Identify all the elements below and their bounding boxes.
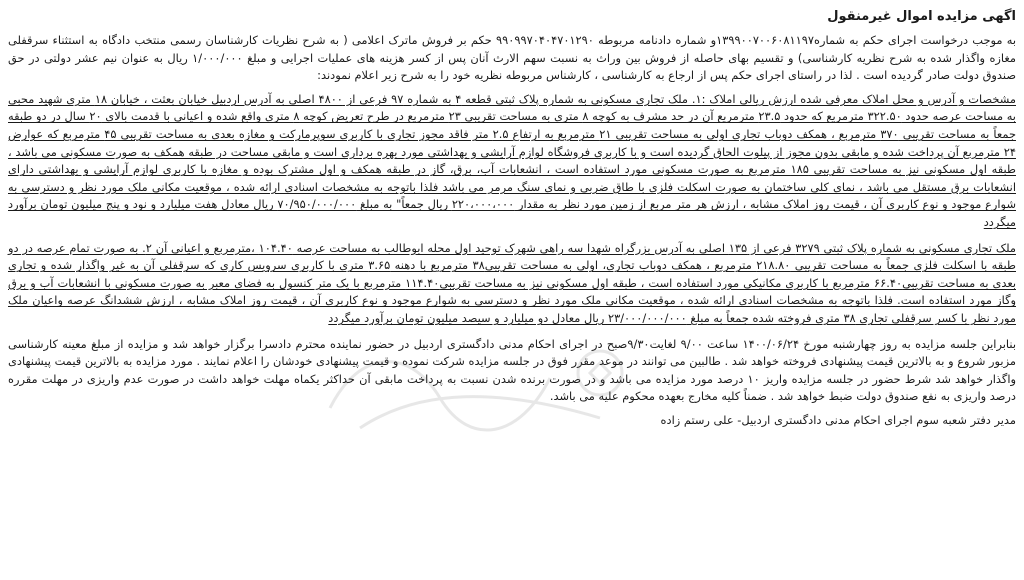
notice-title: اگهی مزایده اموال غیرمنقول <box>827 9 1016 24</box>
property-2-paragraph: ملک تجاری مسکونی به شماره پلاک ثبتی ۳۲۷۹ فرعی از ۱۳۵ اصلی به آدرس بزرگراه شهدا سه راهی شهرک توحید اول محله ابوطالب به مساحت عرصه ۱۰۴.۴۰ ،مترمربع و اعیانی آن ۲. به صورت تمام عرصه در دو طبقه با اسکلت فلزی جمعاً به مساحت تقریبی ۲۱۸.۸۰ مترمربع ، همکف دوباب تجاری، اولی به مساحت تقریبی۳۸ مترمربع با دهنه ۳.۶۵ متری با کاربری سرویس کاری که سرقفلی آن به غیر واگذار شده و تجاری بعدی به مساحت تقریبی۶۶.۴۰ مترمربع با کاربری مکانیکی مورد استفاده است ، طبقه اول مسکونی نیز به مساحت تقریبی۱۱۴.۴۰ مترمربع با یک متر کنسول به فضای معبر به صورت مسکونی با انشعابات آب و برق وگاز مورد استفاده است. فلذا باتوجه به مشخصات اسنادی ارائه شده ، موقعیت مکانی ملک مورد نظر و دسترسی به شوارع موجود و نوع کاربری آن ، قیمت روز املاک مشابه ، ارزش ششدانگ عرصه واعیان ملک مورد نظر با کسر سرقفلی تجاری ۳۸ متری فروخته شده جمعاً به مبلغ ۲۳/۰۰۰/۰۰۰/۰۰۰ ریال معادل دو میلیارد و سیصد میلیون تومان برآورد میگردد <box>8 240 1016 325</box>
auction-terms-paragraph: بنابراین جلسه مزایده به روز چهارشنبه مورخ ۱۴۰۰/۰۶/۲۴ ساعت ۹/۰۰ لغایت۹/۳۰صبح در اجرای احکام مدنی دادگستری اردبیل در حضور نماینده محترم دادسرا برگزار خواهد شد و مزایده از مبلغ معینه کارشناسی مزبور شروع و به بالاترین قیمت پیشنهادی فروخته خواهد شد . طالبین می توانند در موعد مقرر فوق در جلسه مزایده شرکت نموده و قیمت پیشنهادی خودشان را اعلام نمایند . مورد مزایده به بالاترین قیمت پیشنهادی واگذار خواهد شد شرط حضور در جلسه مزایده واریز ۱۰ درصد مورد مزایده می باشد و در صورت برنده شدن نسبت به پرداخت مابقی آن حداکثر یکماه مهلت خواهد داشت در صورت عدم واریزی در مهلت مقرره درصد واریزی به نفع صندوق دولت ضبط خواهد شد . ضمناً کلیه مخارج بعهده محکوم علیه می باشد. <box>8 336 1016 404</box>
intro-paragraph: به موجب درخواست اجرای حکم به شماره۱۳۹۹۰۰۷۰۰۶۰۸۱۱۹۷و شماره دادنامه مربوطه ۹۹۰۹۹۷۰۴۰۴۷۰۱۲۹۰ حکم بر فروش ماترک اعلامی ( به شرح نظریات کارشناسان رسمی منتخب دادگاه به استثناء سرقفلی مغازه واگذار شده به شرح نظریه کارشناسی) و تقسیم بهای حاصله از فروش بین وراث به نسبت سهم الارث آنان پس از کسر هزینه های عملیات اجرایی و مبلغ ۱/۰۰۰/۰۰۰ ریال به عنوان نیم عشر دولتی در حق صندوق دولت صادر گردیده است . لذا در راستای اجرای حکم پس از ارجاع به کارشناسی ، کارشناس مربوطه نظریه خود را به شرح زیر اعلام نمودند: <box>8 33 1016 83</box>
signature-line: مدیر دفتر شعبه سوم اجرای احکام مدنی دادگستری اردبیل- علی رستم زاده <box>660 412 1016 427</box>
property-1-paragraph: مشخصات و آدرس و محل املاک معرفی شده ارزش ریالی املاک :۱. ملک تجاری مسکونی به شماره پلاک ثبتی قطعه ۴ به شماره ۹۷ فرعی از ۴۸۰۰ اصلی به آدرس اردبیل خیابان بعثت ، خیابان ۱۸ متری شهید محبی به مساحت عرصه حدود ۳۲۲.۵۰ مترمربع که حدود ۲۳.۵ مترمربع آن در حد مشرف به کوچه ۸ متری به مساحت تقریبی ۲۳ مترمربع در طرح تعریض کوچه ۸ متری واقع شده و اعیانی با قدمت بالای ۲۰ سال در دو طبقه جمعاً به مساحت تقریبی ۳۷۰ مترمربع ، همکف دوباب تجاری اولی به مساحت تقریبی ۲۱ مترمربع به ارتفاع ۲.۵ متر فاقد مجوز تجاری با کاربری سوپرمارکت و مغازه بعدی به مساحت تقریبی ۴۵ مترمربع که عوارض ۲۴ مترمربع آن پرداخت شده و مابقی بدون مجوز از پیلوت الحاق گردیده است و با کاربری فروشگاه لوازم آرایشی و بهداشتی مورد بهره برداری است و مابقی مساحت در طبقه همکف به صورت مسکونی می باشد ، طبقه اول مسکونی نیز به مساحت تقریبی ۱۸۵ مترمربع به صورت مسکونی مورد استفاده است ، انشعابات آب، برق، گاز در طبقه همکف و اول مشترک بوده و مغازه با کاربری لوازم آرایشی و بهداشتی دارای انشعابات برق مستقل می باشد ، نمای کلی ساختمان به صورت اسکلت فلزی با طاق ضربی و نمای سنگ مرمر می باشد فلذا باتوجه به مشخصات اسنادی ارائه شده ، موقعیت مکانی ملک مورد نظر و دسترسی به شوارع موجود و نوع کاربری آن ، قیمت روز املاک مشابه ، ارزش هر متر مربع از زمین مورد نظر به مقدار ۲۲۰،۰۰۰،۰۰۰ ریال جمعاً" به مبلغ ۷۰/۹۵۰/۰۰۰/۰۰۰ ریال معادل هفت میلیارد و نود و پنج میلیون تومان برآورد میگردد <box>8 91 1016 229</box>
